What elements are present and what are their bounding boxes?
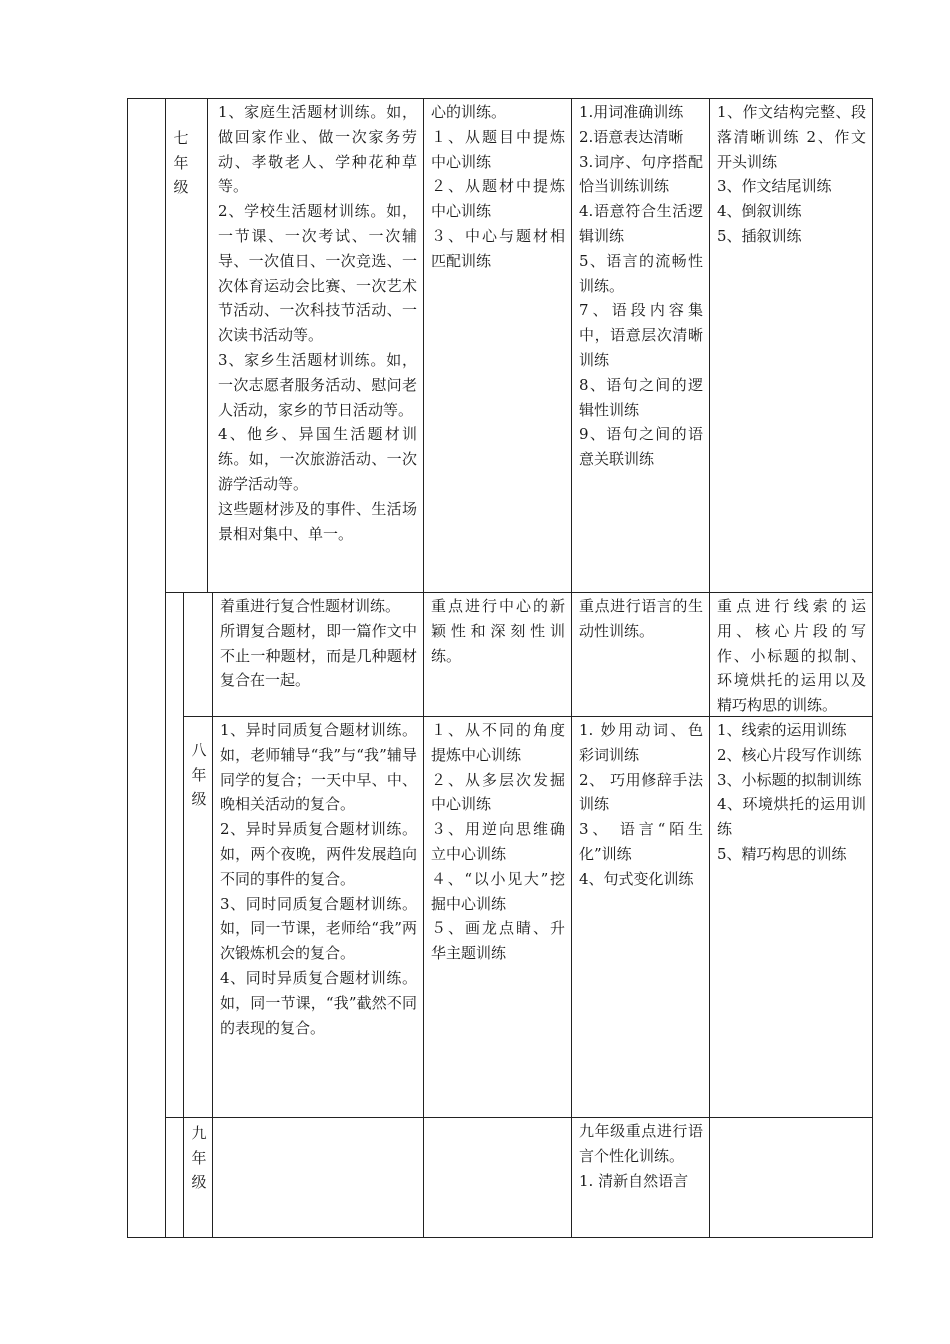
grade7-label: 七 年 级 — [173, 129, 189, 196]
grade8-focus-structure-cell: 重点进行线索的运用、核心片段的写作、小标题的拟制、环境烘托的运用以及精巧构思的训练。 — [717, 597, 866, 715]
grade7-language-cell: 1.用词准确训练 2.语意表达清晰 3.词序、句序搭配恰当训练训练 4.语意符合生活逻辑训练 5、语言的流畅性训练。 7、语段内容集中，语意层次清晰训练 8、语句之间的逻辑性训练 9、语句之间的语意关联训练 — [579, 103, 703, 469]
grade8-focus-language-cell: 重点进行语言的生动性训练。 — [579, 597, 703, 640]
grade9-label: 九 年 级 — [191, 1124, 207, 1191]
grade7-structure-cell: 1、作文结构完整、段落清晰训练 2、作文开头训练 3、作文结尾训练 4、倒叙训练 5、插叙训练 — [717, 103, 866, 245]
grade8-focus-center-cell: 重点进行中心的新颖性和深刻性训练。 — [431, 597, 565, 665]
grade9-language-cell: 九年级重点进行语言个性化训练。 1. 清新自然语言 — [579, 1122, 703, 1190]
grade8-label: 八 年 级 — [191, 741, 207, 808]
grade8-structure-cell: 1、线索的运用训练 2、核心片段写作训练 3、小标题的拟制训练 4、环境烘托的运用训练 5、精巧构思的训练 — [717, 721, 866, 863]
grade7-material-item: 4、他乡、异国生活题材训练。如，一次旅游活动、一次游学活动等。 — [218, 425, 417, 493]
grade8-material-cell: 1、异时同质复合题材训练。如，老师辅导“我”与“我”辅导同学的复合；一天中早、中、晚相关活动的复合。 2、异时异质复合题材训练。如，两个夜晚，两件发展趋向不同的事件的复合。 3、同时同质复合题材训练。如，同一节课，老师给“我”两次锻炼机会的复合。 4、同时异质复合题材训练。如，同一节课，“我”截然不同的表现的复合。 — [220, 721, 417, 1037]
grade7-center-cell: 心的训练。 １、从题目中提炼中心训练 ２、从题材中提炼中心训练 ３、中心与题材相匹配训练 — [431, 103, 565, 270]
grade7-material-summary: 这些题材涉及的事件、生活场景相对集中、单一。 — [218, 499, 417, 543]
grade8-center-cell: １、从不同的角度提炼中心训练 ２、从多层次发掘中心训练 ３、用逆向思维确立中心训练 ４、“以小见大”挖掘中心训练 ５、画龙点睛、升华主题训练 — [431, 721, 565, 963]
grade8-language-cell: 1. 妙用动词、色彩词训练 2、 巧用修辞手法训练 3、 语言“陌生化”训练 4、句式变化训练 — [579, 721, 703, 888]
grade8-focus-material-cell: 着重进行复合性题材训练。 所谓复合题材，即一篇作文中不止一种题材，而是几种题材复合在一起。 — [220, 597, 417, 690]
grade7-material-item: 2、学校生活题材训练。如，一节课、一次考试、一次辅导、一次值日、一次竞选、一次体育运动会比赛、一次艺术节活动、一次科技节活动、一次读书活动等。 — [218, 202, 417, 345]
grade7-material-item: 3、家乡生活题材训练。如，一次志愿者服务活动、慰问老人活动，家乡的节日活动等。 — [218, 350, 417, 419]
grade7-material-item: 1、家庭生活题材训练。如，做回家作业、做一次家务劳动、孝敬老人、学种花种草等。 — [218, 103, 417, 196]
grade7-material-cell — [218, 100, 417, 546]
